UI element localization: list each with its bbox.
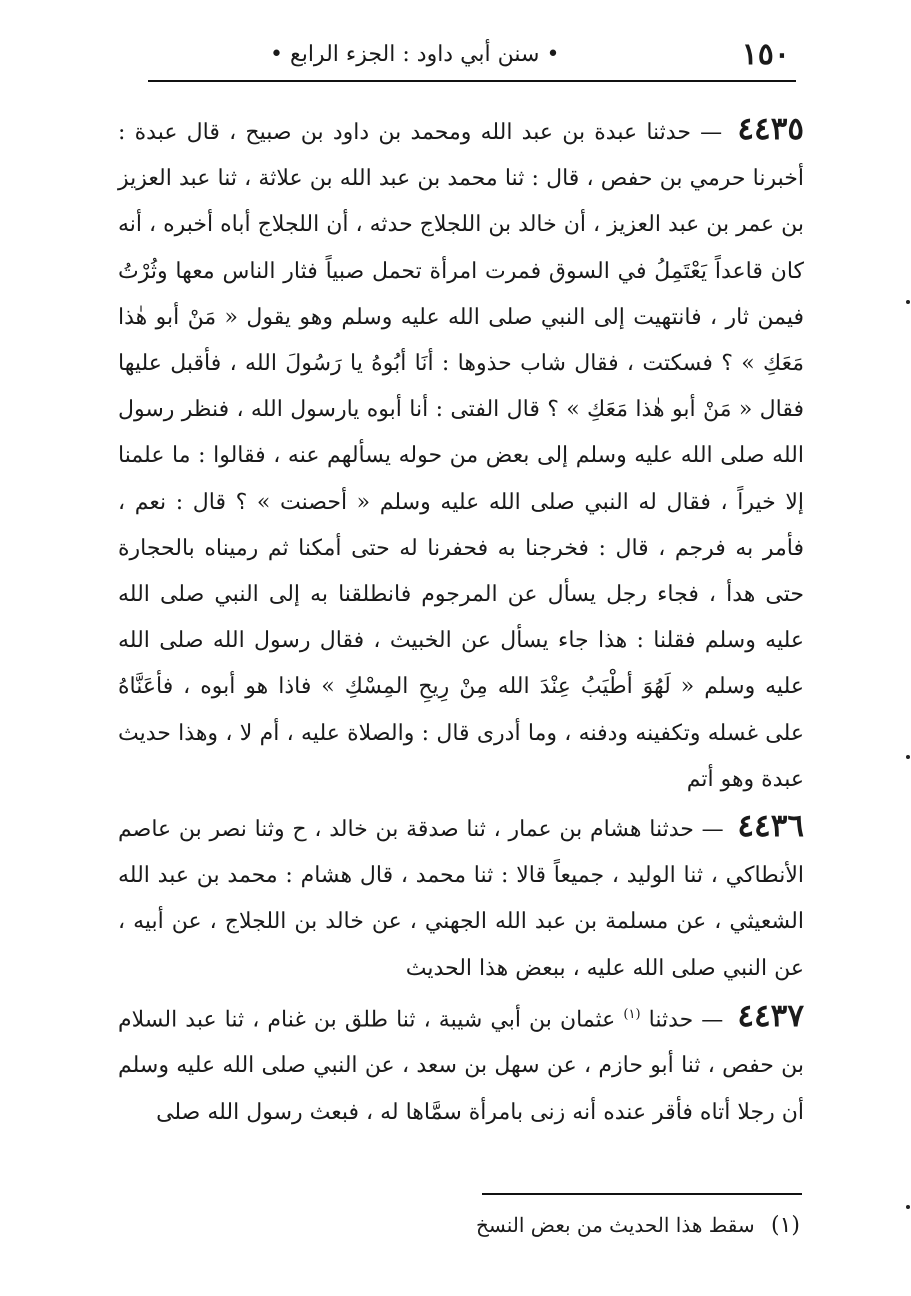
footnote-rule [482, 1193, 802, 1195]
edge-speck [906, 300, 910, 304]
edge-speck [906, 755, 910, 759]
hadith-number: ٤٤٣٦ [737, 808, 804, 845]
hadith-4435 [118, 106, 804, 803]
hadith-text-after: عثمان بن أبي شيبة ، ثنا طلق بن غنام ، ثنا عبد السلام بن حفص ، ثنا أبو حازم ، عن سهل بن سعد ، عن النبي صلى الله عليه وسلم أن رجلا أتاه فأقر عنده أنه زنى بامرأة سمَّاها له ، فبعث رسول الله صلى [118, 1007, 804, 1125]
hadith-text: — حدثنا عبدة بن عبد الله ومحمد بن داود بن صبيح ، قال عبدة : أخبرنا حرمي بن حفص ، قال : ثنا محمد بن عبد الله بن علاثة ، ثنا عبد العزيز بن عمر بن عبد العزيز ، أن خالد بن اللجلاج حدثه ، أن اللجلاج أباه أخبره ، أنه كان قاعداً يَعْتَمِلُ في السوق فمرت امرأة تحمل صبياً فثار الناس معها وثُرْتُ فيمن ثار ، فانتهيت إلى النبي صلى الله عليه وسلم وهو يقول « مَنْ أبو هٰذا مَعَكِ » ؟ فسكتت ، فقال شاب حذوها : أنَا أبُوهُ يا رَسُولَ الله ، فأقبل عليها فقال « مَنْ أبو هٰذا مَعَكِ » ؟ قال الفتى : أنا أبوه يارسول الله ، فنظر رسول الله صلى الله عليه وسلم إلى بعض من حوله يسألهم عنه ، فقالوا : ما علمنا إلا خيراً ، فقال له النبي صلى الله عليه وسلم « أحصنت » ؟ قال : نعم ، فأمر به فرجم ، قال : فخرجنا به فحفرنا له حتى أمكنا ثم رميناه بالحجارة حتى هدأ ، فجاء رجل يسأل عن المرجوم فانطلقنا به إلى النبي صلى الله عليه وسلم فقلنا : هذا جاء يسأل عن الخبيث ، فقال رسول الله صلى الله عليه وسلم « لَهُوَ أطْيَبُ عِنْدَ الله مِنْ رِيحِ المِسْكِ » فاذا هو أبوه ، فأعَنَّاهُ على غسله وتكفينه ودفنه ، وما أدرى قال : والصلاة عليه ، أم لا ، وهذا حديث عبدة وهو أتم [118, 120, 804, 792]
hadith-number: ٤٤٣٧ [737, 998, 804, 1035]
hadith-number: ٤٤٣٥ [737, 111, 804, 147]
running-header [150, 34, 790, 74]
footnote-number: (١) [770, 1213, 800, 1238]
main-text [118, 106, 804, 1136]
header-rule [148, 80, 796, 82]
book-title: • سنن أبي داود : الجزء الرابع • [270, 41, 560, 67]
hadith-4436 [118, 803, 804, 992]
footnote [300, 1205, 800, 1246]
hadith-text: — حدثنا هشام بن عمار ، ثنا صدقة بن خالد ، ح وثنا نصر بن عاصم الأنطاكي ، ثنا الوليد ، جميعاً قالا : ثنا محمد ، قال هشام : محمد بن عبد الله الشعيثي ، عن مسلمة بن عبد الله الجهني ، عن خالد بن اللجلاج ، عن أبيه ، عن النبي صلى الله عليه ، ببعض هذا الحديث [118, 817, 804, 981]
book-title-text: سنن أبي داود : الجزء الرابع [289, 41, 540, 67]
footnote-reference[interactable]: (١) [623, 1006, 641, 1022]
edge-speck [906, 1205, 910, 1209]
footnote-text: سقط هذا الحديث من بعض النسخ [476, 1213, 755, 1237]
hadith-text-before: — حدثنا [648, 1007, 724, 1033]
hadith-4437 [118, 992, 804, 1136]
page-number: ١٥٠ [741, 36, 790, 72]
